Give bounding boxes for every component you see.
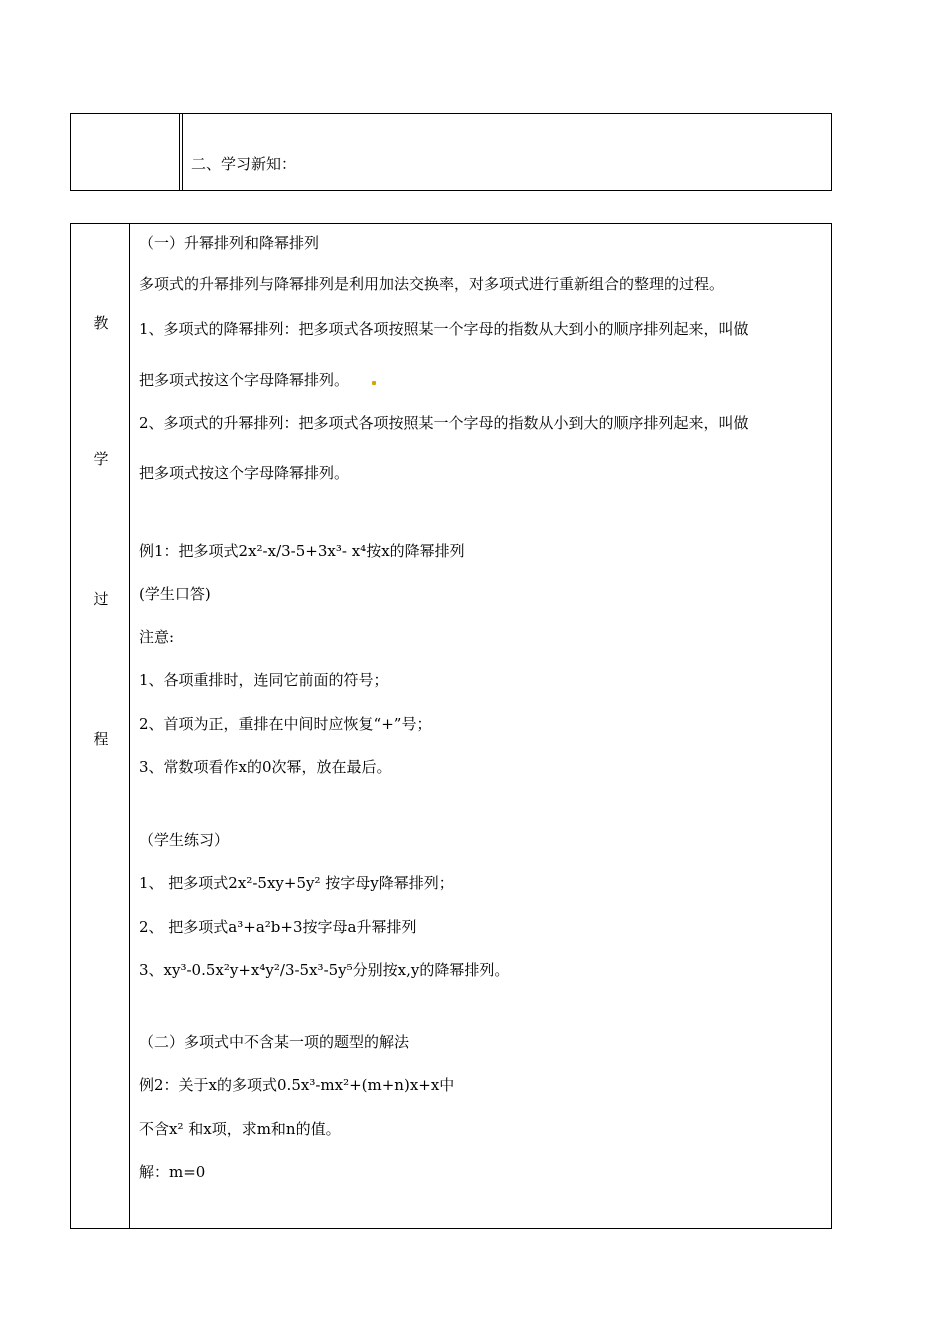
list-item: 2、首项为正，重排在中间时应恢复“+”号； (139, 715, 432, 733)
paragraph: 不含x² 和x项，求m和n的值。 (139, 1120, 341, 1138)
list-item: 3、常数项看作x的0次幂，放在最后。 (139, 758, 392, 776)
list-item: 1、各项重排时，连同它前面的符号； (139, 671, 389, 689)
list-item: 2、 把多项式a³+a²b+3按字母a升幂排列 (139, 918, 417, 936)
side-label-char: 教 (93, 314, 109, 332)
paragraph: 多项式的升幂排列与降幂排列是利用加法交换率，对多项式进行重新组合的整理的过程。 (139, 275, 725, 293)
paragraph: 把多项式按这个字母降幂排列。 (139, 371, 350, 389)
paragraph: 解：m=0 (139, 1163, 206, 1181)
example-line: 例1：把多项式2x²-x/3-5+3x³- x⁴按x的降幂排列 (139, 542, 465, 560)
top-table (70, 113, 832, 191)
list-item: 1、 把多项式2x²-5xy+5y² 按字母y降幂排列； (139, 874, 454, 892)
paragraph: 把多项式按这个字母降幂排列。 (139, 464, 350, 482)
side-label-char: 程 (93, 730, 109, 748)
decorative-dot (372, 381, 376, 385)
side-label-char: 过 (93, 590, 109, 608)
top-table-divider (179, 114, 180, 190)
section-heading: （一）升幂排列和降幂排列 (139, 234, 320, 252)
section-heading: （二）多项式中不含某一项的题型的解法 (139, 1033, 410, 1051)
paragraph: (学生口答) (139, 585, 211, 603)
paragraph: 1、多项式的降幂排列：把多项式各项按照某一个字母的指数从大到小的顺序排列起来，叫做 (139, 320, 749, 338)
paragraph: 注意: (139, 628, 175, 646)
side-label-char: 学 (93, 450, 109, 468)
main-table (70, 223, 832, 1229)
paragraph: 2、多项式的升幂排列：把多项式各项按照某一个字母的指数从小到大的顺序排列起来，叫做 (139, 414, 749, 432)
list-item: 3、xy³-0.5x²y+x⁴y²/3-5x³-5y⁵分别按x,y的降幂排列。 (139, 961, 510, 979)
paragraph: （学生练习） (139, 831, 230, 849)
top-table-divider-inner (182, 114, 183, 190)
top-table-right-cell-text: 二、学习新知： (191, 155, 297, 173)
example-line: 例2：关于x的多项式0.5x³-mx²+(m+n)x+x中 (139, 1076, 455, 1094)
main-table-divider (129, 224, 130, 1228)
